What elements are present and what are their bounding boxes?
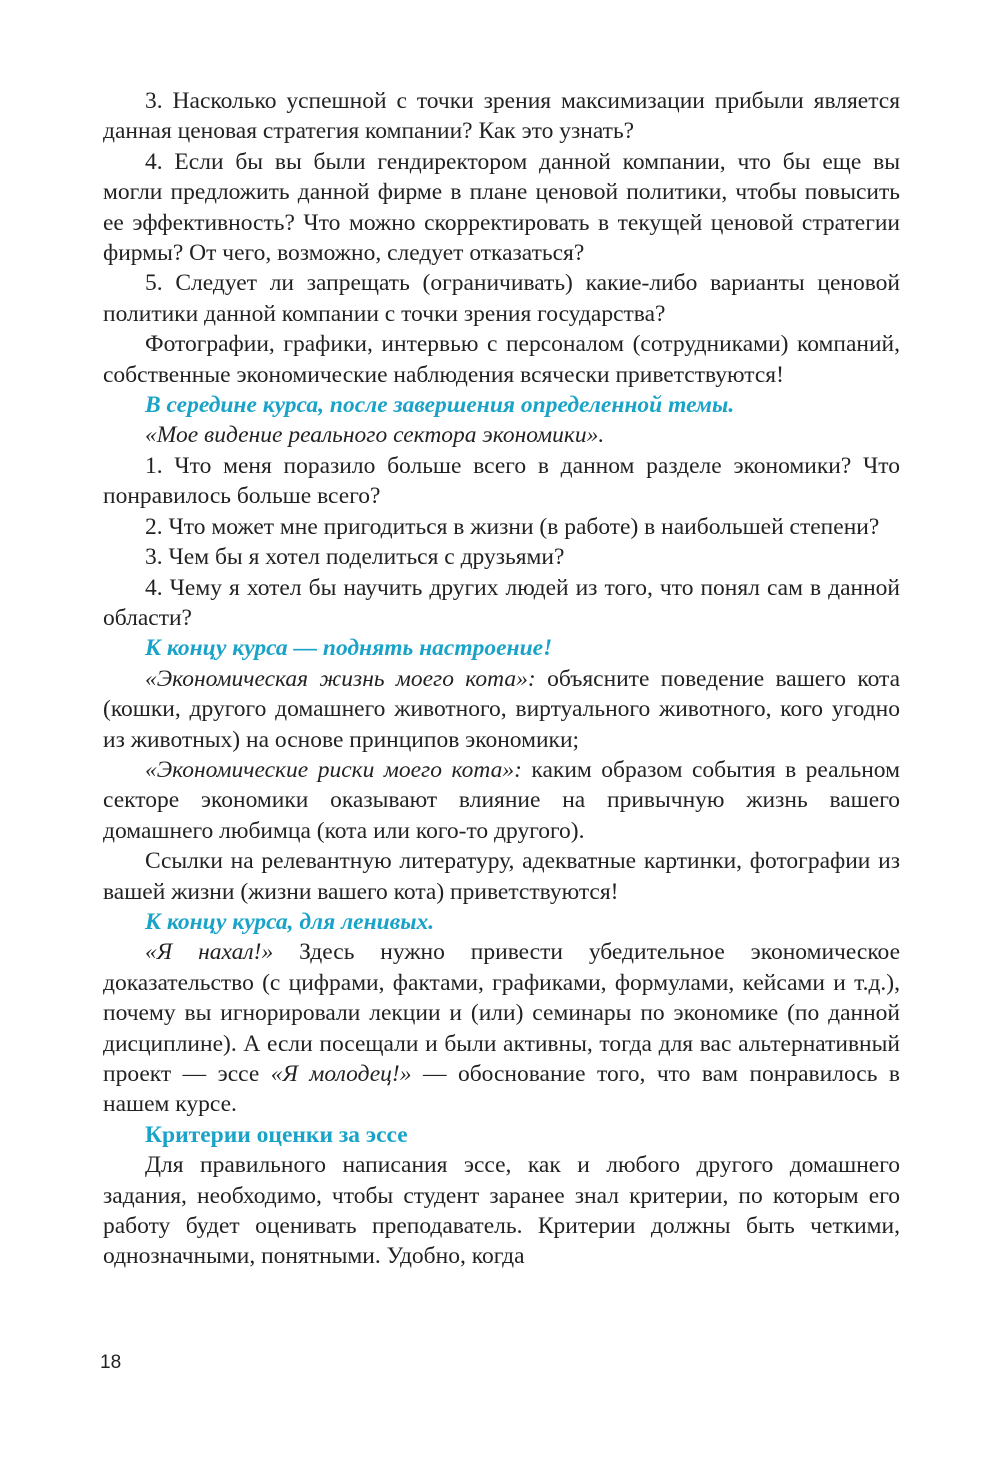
end-lazy-heading: К концу курса, для ленивых. (145, 908, 435, 935)
cat-life-paragraph (103, 664, 900, 755)
question-3: 3. Насколько успешной с точки зрения максимизации прибыли является данная ценовая стратегия компании? Как это узнать? (103, 88, 900, 145)
end-mood-heading: К концу курса — поднять настроение! (145, 635, 553, 662)
criteria-heading: Критерии оценки за эссе (145, 1121, 408, 1148)
page-number: 18 (100, 1352, 122, 1373)
links-note: Ссылки на релевантную литературу, адекватные картинки, фотографии из вашей жизни (жизни вашего кота) приветствуются! (103, 848, 900, 905)
cat-life-title: «Экономическая жизнь моего кота»: (145, 665, 536, 692)
lazy-title-2: «Я молодец!» (270, 1061, 412, 1087)
mid-course-item-2: 2. Что может мне пригодиться в жизни (в работе) в наибольшей степени? (145, 513, 880, 540)
mid-course-heading: В середине курса, после завершения определенной темы. (145, 392, 735, 419)
lazy-text-1: Здесь нужно привести убедительное экономическое доказательство (с цифрами, фактами, графиками, формулами, кейсами и т.д.), почему вы игнорировали лекции и (или) семинары по экономике (по данной дисциплине). А если посещали и были активны, тогда для вас альтернативный проект — эссе (103, 939, 901, 1087)
lazy-title-1: «Я нахал!» (145, 939, 274, 966)
lazy-text-2: — обоснование того, что вам понравилось в нашем курсе. (103, 1061, 900, 1118)
cat-life-text: объясните поведение вашего кота (кошки, другого домашнего животного, виртуального животного, кого угодно из животных) на основе принципов экономики; (103, 665, 901, 753)
cat-risk-title: «Экономические риски моего кота»: (145, 756, 522, 783)
page-body (103, 86, 900, 1272)
question-5: 5. Следует ли запрещать (ограничивать) какие-либо варианты ценовой политики данной компании с точки зрения государства? (103, 270, 900, 327)
photos-note: Фотографии, графики, интервью с персоналом (сотрудниками) компаний, собственные экономические наблюдения всячески приветствуются! (103, 331, 900, 388)
mid-course-item-1: 1. Что меня поразило больше всего в данном разделе экономики? Что понравилось больше всего? (103, 452, 900, 510)
lazy-paragraph (103, 937, 900, 1119)
criteria-text: Для правильного написания эссе, как и любого другого домашнего задания, необходимо, чтобы студент заранее знал критерии, по которым его работу будет оценивать преподаватель. Критерии должны быть четкими, однозначными, понятными. Удобно, когда (103, 1152, 900, 1270)
mid-course-item-3: 3. Чем бы я хотел поделиться с друзьями? (145, 544, 565, 571)
cat-risk-paragraph (103, 755, 900, 846)
question-4: 4. Если бы вы были гендиректором данной компании, что бы еще вы могли предложить данной фирме в плане ценовой политики, чтобы повысить ее эффективность? Что можно скорректировать в текущей ценовой стратегии фирмы? От чего, возможно, следует отказаться? (103, 148, 900, 267)
mid-course-item-4: 4. Чему я хотел бы научить других людей из того, что понял сам в данной области? (103, 574, 900, 631)
mid-course-title: «Мое видение реального сектора экономики». (145, 422, 605, 449)
cat-risk-text: каким образом события в реальном секторе экономики оказывают влияние на привычную жизнь вашего домашнего любимца (кота или кого-то другого). (103, 756, 900, 844)
